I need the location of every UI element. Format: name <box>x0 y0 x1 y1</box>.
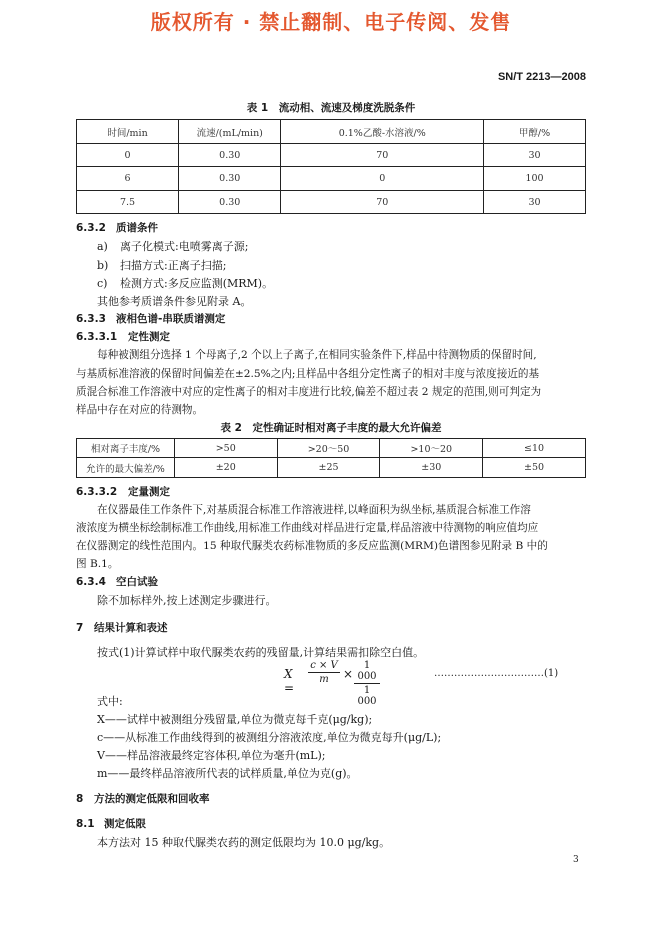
list-item <box>97 257 226 273</box>
table2-cell: >50 <box>174 439 277 458</box>
table2-cell: >20～50 <box>277 439 380 458</box>
list-item-label: b) <box>97 259 109 272</box>
section-heading-7 <box>76 620 168 635</box>
section-title: 定量测定 <box>128 486 170 498</box>
table-row <box>77 144 586 167</box>
list-item-label: c) <box>97 277 108 290</box>
table1-cell: 70 <box>281 144 484 167</box>
table1-cell: 0 <box>281 167 484 191</box>
table2-cell: ±30 <box>380 458 483 478</box>
section-heading-6-3-2 <box>76 220 158 235</box>
formula-fraction <box>308 660 340 685</box>
table1-cell: 0.30 <box>179 191 281 214</box>
section-title: 空白试验 <box>116 576 158 588</box>
where-label: 式中: <box>97 695 123 708</box>
section-number: 6.3.3 <box>76 313 106 325</box>
list-item <box>97 275 273 291</box>
variable-definition: V——样品溶液最终定容体积,单位为毫升(mL); <box>97 749 326 762</box>
table1-cell: 30 <box>484 144 586 167</box>
section-number: 8.1 <box>76 818 95 830</box>
list-item-text: 检测方式:多反应监测(MRM)。 <box>120 277 274 290</box>
variable-definition: m——最终样品溶液所代表的试样质量,单位为克(g)。 <box>97 767 358 780</box>
variable-definition: X——试样中被测组分残留量,单位为微克每千克(μg/kg); <box>97 713 373 726</box>
formula-numerator: 1 000 <box>357 660 377 682</box>
paragraph-line: 按式(1)计算试样中取代脲类农药的残留量,计算结果需扣除空白值。 <box>97 646 425 659</box>
table1-cell: 7.5 <box>77 191 179 214</box>
section-title: 方法的测定低限和回收率 <box>94 793 210 805</box>
watermark-banner: 版权所有 · 禁止翻制、电子传阅、发售 <box>150 10 512 34</box>
table2-title: 表 2 定性确证时相对离子丰度的最大允许偏差 <box>220 422 442 434</box>
table2 <box>76 438 586 478</box>
section-number: 6.3.3.2 <box>76 486 118 498</box>
section-title: 定性测定 <box>128 331 170 343</box>
table-row <box>77 167 586 191</box>
section-heading-8 <box>76 791 210 806</box>
standard-number: SN/T 2213—2008 <box>497 71 586 83</box>
paragraph-line: 在仪器测定的线性范围内。15 种取代脲类农药标准物质的多反应监测(MRM)色谱图参见附录 B 中的 <box>76 540 548 552</box>
list-item-text: 离子化模式:电喷雾离子源; <box>120 240 249 253</box>
paragraph-line: 每种被测组分选择 1 个母离子,2 个以上子离子,在相同实验条件下,样品中待测物质的保留时间, <box>97 349 537 361</box>
section-title: 液相色谱-串联质谱测定 <box>116 313 226 325</box>
section-number: 6.3.2 <box>76 222 106 234</box>
table1-header-cell: 甲醇/% <box>484 120 586 144</box>
section-heading-6-3-3 <box>76 311 225 326</box>
paragraph-line: 液浓度为横坐标绘制标准工作曲线,用标准工作曲线对样品进行定量,样品溶液中待测物的响应值均应 <box>76 522 539 534</box>
section-heading-8-1 <box>76 816 146 831</box>
section-number: 8 <box>76 793 84 805</box>
table2-cell: ≤10 <box>483 439 586 458</box>
section-heading-6-3-3-1 <box>76 329 170 344</box>
formula-numerator: c × V <box>310 660 338 671</box>
table1-header-cell: 流速/(mL/min) <box>179 120 281 144</box>
table-row <box>77 458 586 478</box>
paragraph-line: 质混合标准工作溶液中对应的定性离子的相对丰度进行比较,偏差不超过表 2 规定的范围,则可判定为 <box>76 386 542 398</box>
table1-cell: 100 <box>484 167 586 191</box>
table1-cell: 6 <box>77 167 179 191</box>
formula-number: ……………………………(1) <box>434 668 559 679</box>
table1-header-cell: 0.1%乙酸-水溶液/% <box>281 120 484 144</box>
paragraph-line: 在仪器最佳工作条件下,对基质混合标准工作溶液进样,以峰面积为纵坐标,基质混合标准工作溶 <box>97 504 531 516</box>
list-item-label: a) <box>97 240 108 253</box>
section-heading-6-3-4 <box>76 574 158 589</box>
formula-lhs: X = <box>284 667 295 695</box>
fraction-bar <box>308 672 340 673</box>
section-note: 其他参考质谱条件参见附录 A。 <box>97 295 252 308</box>
paragraph-line: 样品中存在对应的待测物。 <box>76 404 204 416</box>
variable-definition: c——从标准工作曲线得到的被测组分溶液浓度,单位为微克每升(μg/L); <box>97 731 442 744</box>
table2-cell: ±25 <box>277 458 380 478</box>
formula-fraction <box>354 660 380 707</box>
table1-cell: 0.30 <box>179 167 281 191</box>
fraction-bar <box>354 683 380 684</box>
table1-title: 表 1 流动相、流速及梯度洗脱条件 <box>246 102 416 114</box>
section-heading-6-3-3-2 <box>76 484 170 499</box>
table2-cell: >10～20 <box>380 439 483 458</box>
paragraph-line: 除不加标样外,按上述测定步骤进行。 <box>97 594 277 607</box>
section-number: 6.3.3.1 <box>76 331 118 343</box>
section-title: 结果计算和表述 <box>94 622 168 634</box>
section-number: 7 <box>76 622 84 634</box>
section-number: 6.3.4 <box>76 576 106 588</box>
table1-header-row <box>77 120 586 144</box>
table1-cell: 0.30 <box>179 144 281 167</box>
table2-cell: ±20 <box>174 458 277 478</box>
table1-cell: 30 <box>484 191 586 214</box>
table1 <box>76 119 586 214</box>
table2-row-header: 相对离子丰度/% <box>77 439 175 458</box>
section-title: 质谱条件 <box>116 222 158 234</box>
formula-times: × <box>343 667 354 681</box>
paragraph-line: 图 B.1。 <box>76 558 119 570</box>
paragraph-line: 与基质标准溶液的保留时间偏差在±2.5%之内;且样品中各组分定性离子的相对丰度与浓度接近的基 <box>76 368 540 380</box>
table1-header-cell: 时间/min <box>77 120 179 144</box>
table2-cell: ±50 <box>483 458 586 478</box>
paragraph-line: 本方法对 15 种取代脲类农药的测定低限均为 10.0 μg/kg。 <box>97 836 391 849</box>
formula-denominator: 1 000 <box>357 685 377 707</box>
page-number: 3 <box>573 855 579 865</box>
table-row <box>77 191 586 214</box>
table-row <box>77 439 586 458</box>
list-item-text: 扫描方式:正离子扫描; <box>120 259 227 272</box>
table2-row-header: 允许的最大偏差/% <box>77 458 175 478</box>
section-title: 测定低限 <box>104 818 146 830</box>
table1-cell: 0 <box>77 144 179 167</box>
formula-denominator: m <box>319 674 329 685</box>
list-item <box>97 238 248 254</box>
table1-cell: 70 <box>281 191 484 214</box>
